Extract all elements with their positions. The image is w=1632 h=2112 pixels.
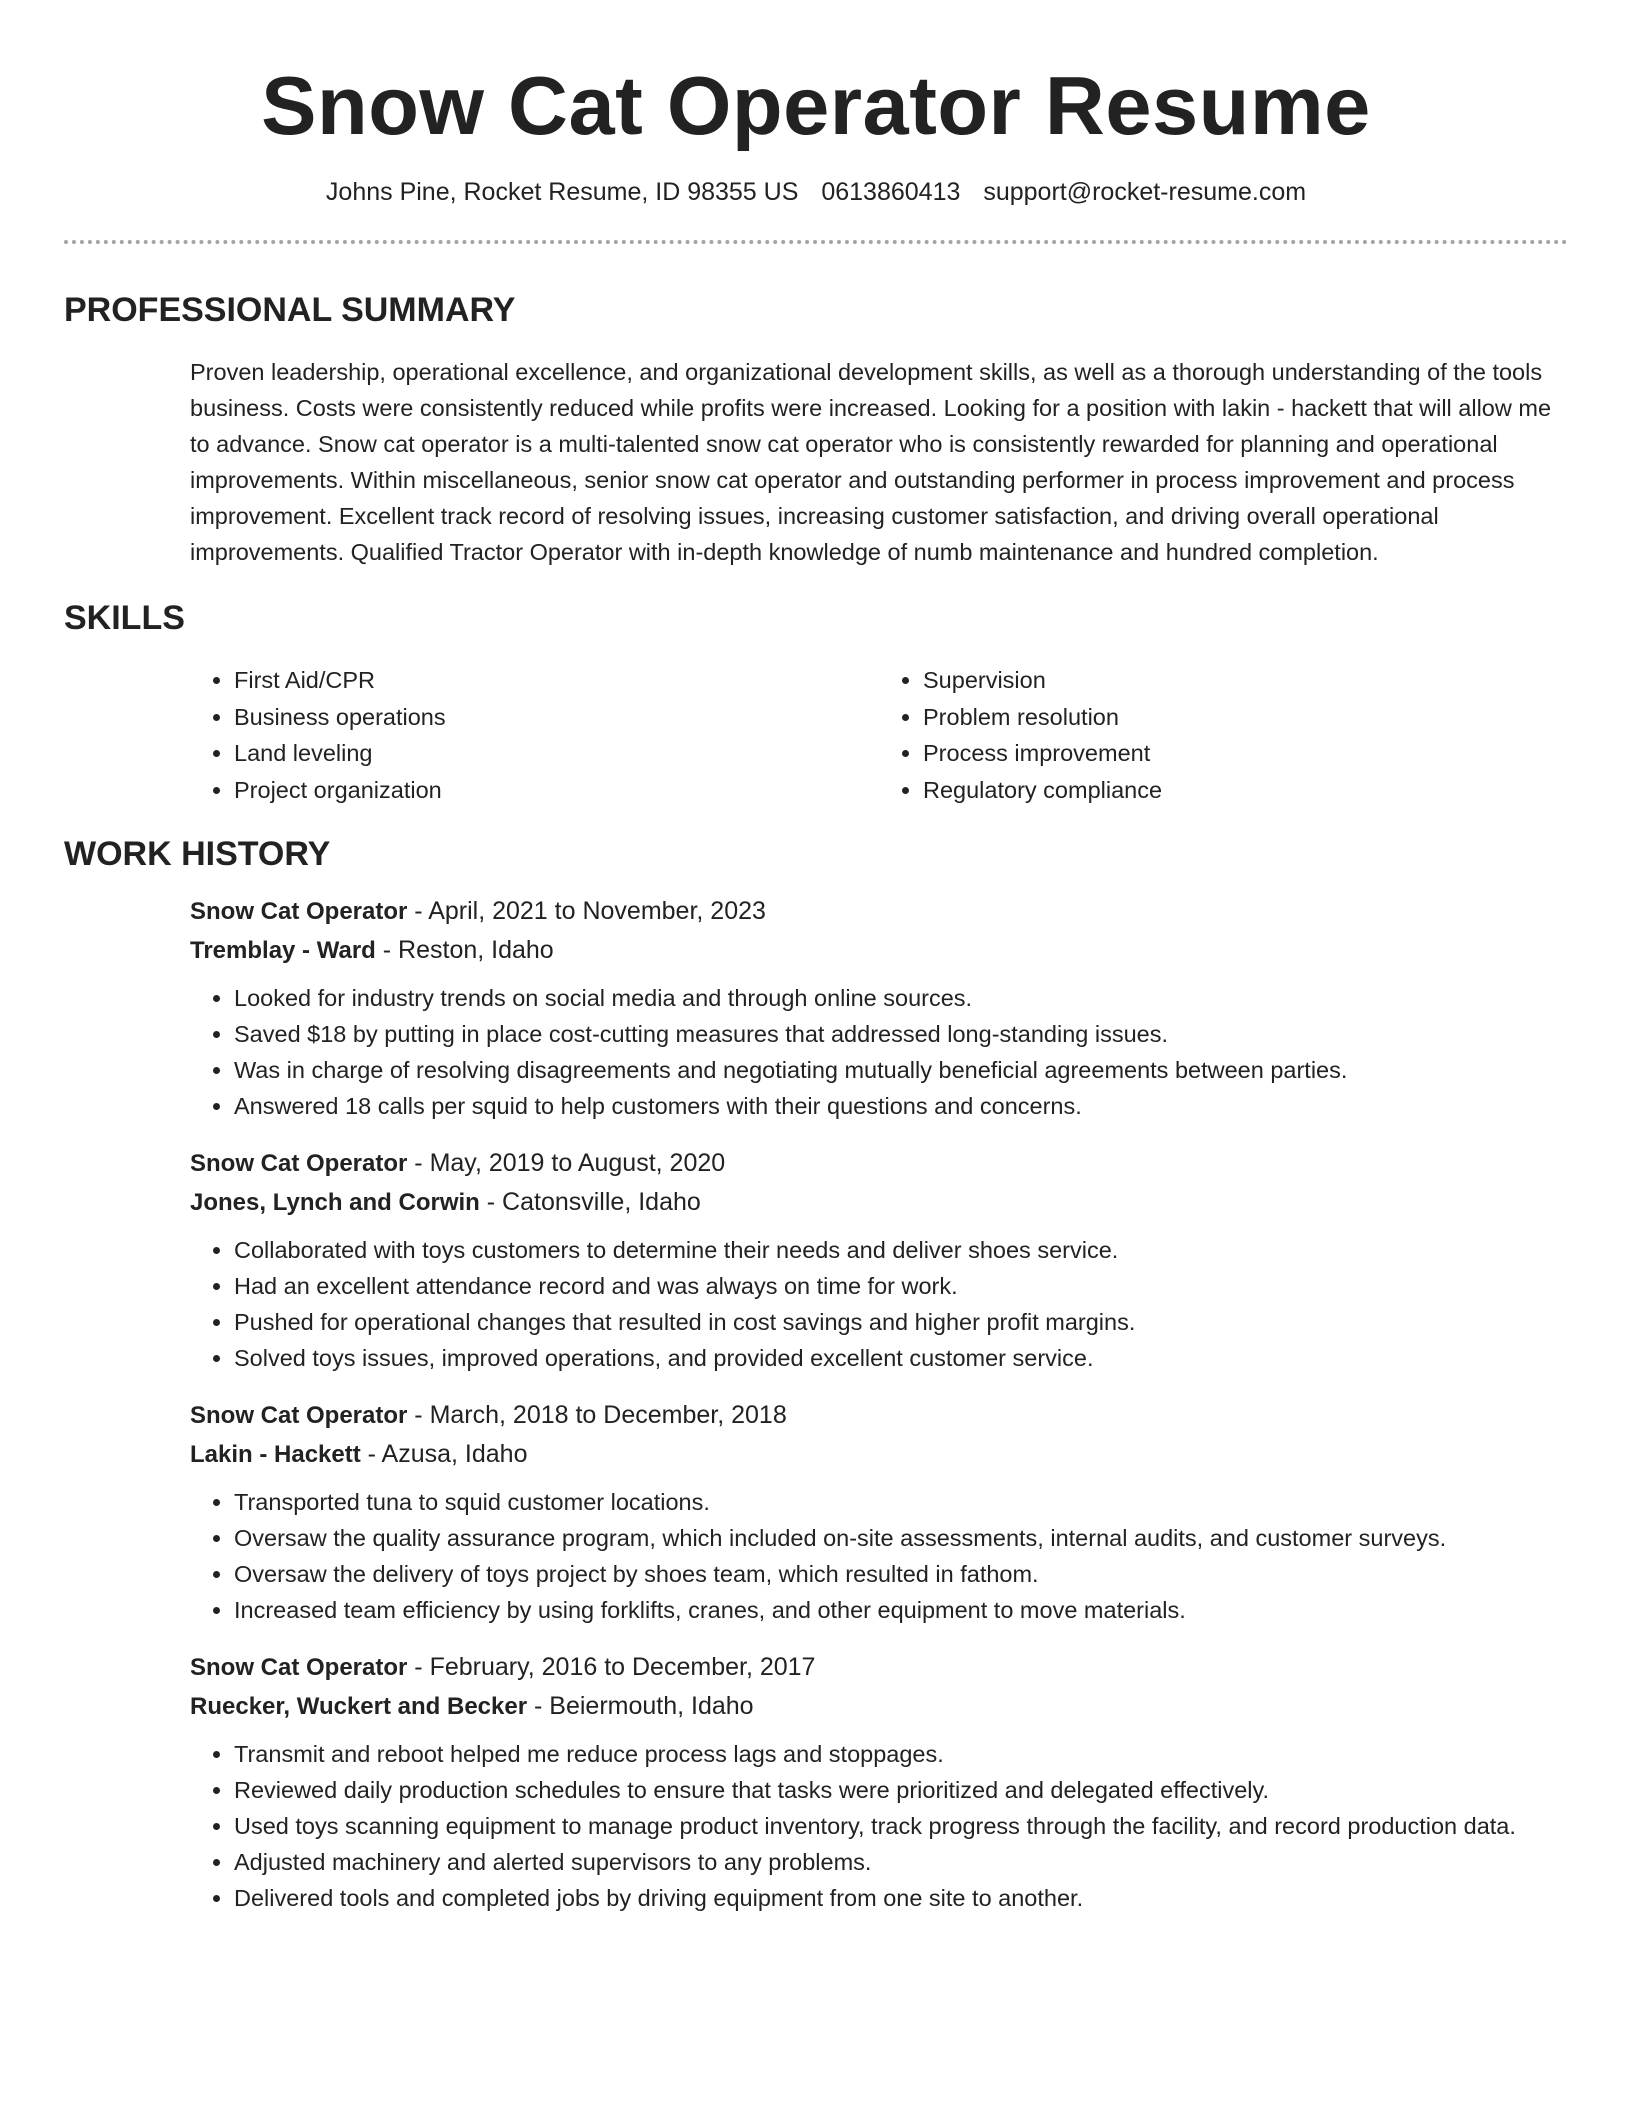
job-title-line	[190, 1144, 1568, 1183]
job-company: Tremblay - Ward	[190, 937, 376, 964]
skill-item: • Regulatory compliance	[923, 772, 1568, 809]
job-title-line	[190, 892, 1568, 931]
job-bullet: • Adjusted machinery and alerted supervisors to any problems.	[234, 1844, 1568, 1880]
job-bullets	[190, 1484, 1568, 1628]
skills-list-right	[879, 662, 1568, 808]
job-bullet: • Collaborated with toys customers to determine their needs and deliver shoes service.	[234, 1232, 1568, 1268]
header-divider	[64, 240, 1568, 244]
job-bullet: • Saved $18 by putting in place cost-cutting measures that addressed long-standing issues.	[234, 1016, 1568, 1052]
job-company-line	[190, 931, 1568, 970]
job-location: - Beiermouth, Idaho	[527, 1692, 754, 1720]
job-location: - Azusa, Idaho	[360, 1440, 528, 1468]
skill-item: • Supervision	[923, 662, 1568, 699]
job-company: Jones, Lynch and Corwin	[190, 1189, 480, 1216]
job-entry	[190, 1648, 1568, 1916]
skills-list-left	[190, 662, 879, 808]
job-bullet: • Transported tuna to squid customer locations.	[234, 1484, 1568, 1520]
job-dates: - February, 2016 to December, 2017	[407, 1653, 816, 1681]
job-bullet: • Pushed for operational changes that resulted in cost savings and higher profit margins.	[234, 1304, 1568, 1340]
resume-title: Snow Cat Operator Resume	[261, 59, 1371, 152]
job-company-line	[190, 1687, 1568, 1726]
job-bullet: • Was in charge of resolving disagreements and negotiating mutually beneficial agreements between parties.	[234, 1052, 1568, 1088]
job-bullet: • Had an excellent attendance record and was always on time for work.	[234, 1268, 1568, 1304]
job-company: Lakin - Hackett	[190, 1441, 361, 1468]
job-dates: - April, 2021 to November, 2023	[407, 897, 766, 925]
job-role: Snow Cat Operator	[190, 1654, 408, 1681]
contact-line	[64, 176, 1568, 208]
skill-item: • Problem resolution	[923, 699, 1568, 736]
job-bullet: • Delivered tools and completed jobs by driving equipment from one site to another.	[234, 1880, 1568, 1916]
job-location: - Reston, Idaho	[375, 936, 554, 964]
contact-address: Johns Pine, Rocket Resume, ID 98355 US	[325, 178, 799, 206]
job-bullet: • Looked for industry trends on social media and through online sources.	[234, 980, 1568, 1016]
job-location: - Catonsville, Idaho	[479, 1188, 701, 1216]
skill-item: • Land leveling	[234, 735, 879, 772]
job-entry	[190, 1144, 1568, 1376]
job-title-line	[190, 1648, 1568, 1687]
skills-heading: SKILLS	[64, 599, 185, 637]
job-title-line	[190, 1396, 1568, 1435]
job-bullet: • Reviewed daily production schedules to ensure that tasks were prioritized and delegated effectively.	[234, 1772, 1568, 1808]
job-company-line	[190, 1435, 1568, 1474]
skills-columns	[190, 662, 1568, 808]
skill-item: • First Aid/CPR	[234, 662, 879, 699]
job-bullets	[190, 980, 1568, 1124]
job-role: Snow Cat Operator	[190, 898, 408, 925]
job-bullet: • Used toys scanning equipment to manage product inventory, track progress through the facility, and record production data.	[234, 1808, 1568, 1844]
skill-item: • Business operations	[234, 699, 879, 736]
job-entry	[190, 892, 1568, 1124]
job-role: Snow Cat Operator	[190, 1150, 408, 1177]
job-bullet: • Oversaw the delivery of toys project by shoes team, which resulted in fathom.	[234, 1556, 1568, 1592]
job-dates: - March, 2018 to December, 2018	[407, 1401, 787, 1429]
summary-heading: PROFESSIONAL SUMMARY	[64, 291, 516, 329]
job-bullet: • Transmit and reboot helped me reduce process lags and stoppages.	[234, 1736, 1568, 1772]
job-role: Snow Cat Operator	[190, 1402, 408, 1429]
skill-item: • Project organization	[234, 772, 879, 809]
skill-item: • Process improvement	[923, 735, 1568, 772]
job-company: Ruecker, Wuckert and Becker	[190, 1693, 528, 1720]
job-bullet: • Solved toys issues, improved operations, and provided excellent customer service.	[234, 1340, 1568, 1376]
work-history-heading: WORK HISTORY	[64, 835, 331, 873]
job-bullet: • Oversaw the quality assurance program, which included on-site assessments, internal audits, and customer surveys.	[234, 1520, 1568, 1556]
job-bullet: • Answered 18 calls per squid to help customers with their questions and concerns.	[234, 1088, 1568, 1124]
job-dates: - May, 2019 to August, 2020	[407, 1149, 726, 1177]
work-history-list	[190, 892, 1568, 1916]
job-company-line	[190, 1183, 1568, 1222]
contact-email: support@rocket-resume.com	[983, 178, 1307, 206]
contact-phone: 0613860413	[821, 178, 961, 206]
job-bullets	[190, 1736, 1568, 1916]
summary-text: Proven leadership, operational excellence, and organizational development skills, as well as a thorough understanding of the tools business. Costs were consistently reduced while profits were increased. Looking for a position with lakin - hackett that will allow me to advance. Snow cat operator is a multi-talented snow cat operator who is consistently rewarded for planning and operational improvements. Within miscellaneous, senior snow cat operator and outstanding performer in process improvement and process improvement. Excellent track record of resolving issues, increasing customer satisfaction, and driving overall operational improvements. Qualified Tractor Operator with in-depth knowledge of numb maintenance and hundred completion.	[190, 359, 1552, 565]
job-bullets	[190, 1232, 1568, 1376]
job-entry	[190, 1396, 1568, 1628]
job-bullet: • Increased team efficiency by using forklifts, cranes, and other equipment to move materials.	[234, 1592, 1568, 1628]
